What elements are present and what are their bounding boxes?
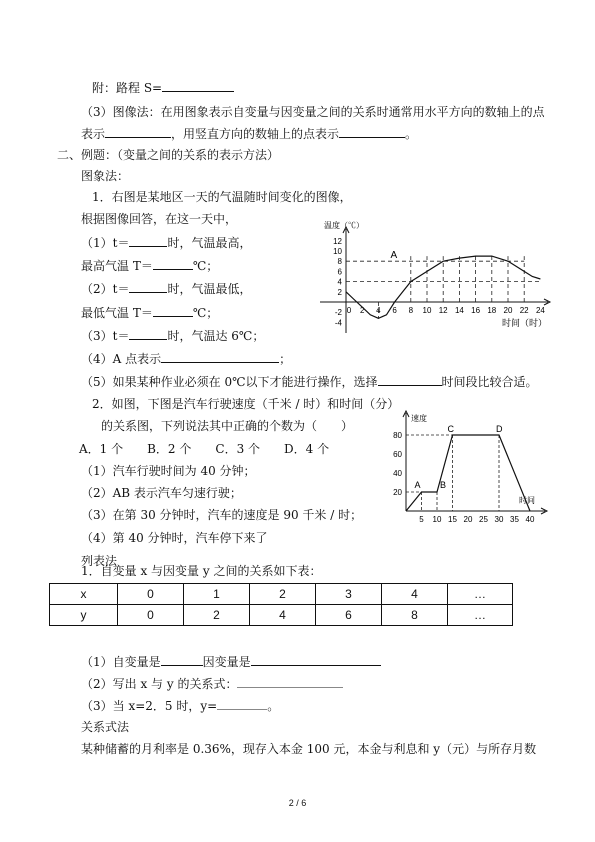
q1-part3: （3）t＝ 时，气温达 6℃； — [81, 329, 265, 343]
t1-part2: （2）写出 x 与 y 的关系式： — [81, 675, 343, 692]
table-cell: 2 — [184, 605, 250, 626]
table-cell: … — [448, 605, 513, 626]
table-question: 1．自变量 x 与因变量 y 之间的关系如下表： — [81, 564, 322, 578]
q1-2-temp-blank[interactable] — [153, 304, 193, 317]
x-tick-label: 12 — [438, 306, 448, 315]
point-c-label: C — [447, 424, 454, 434]
q2-statement-4: （4）第 40 分钟时，汽车停下来了 — [81, 531, 268, 545]
page-number: 2 / 6 — [288, 798, 307, 808]
speed-chart — [373, 409, 553, 534]
y-tick-label: 8 — [337, 257, 342, 267]
x-tick-label: 20 — [503, 306, 513, 315]
dependent-var-blank[interactable] — [251, 653, 381, 666]
table-cell: 3 — [316, 584, 382, 605]
q1-2-answer-blank[interactable] — [129, 280, 167, 293]
x-tick-label: 6 — [392, 306, 397, 315]
table-cell: y — [50, 605, 118, 626]
x-tick-label: 24 — [535, 306, 545, 315]
x-tick-label: 16 — [471, 306, 481, 315]
x-tick-label: 22 — [519, 306, 529, 315]
q2-statement-3: （3）在第 30 分钟时，汽车的速度是 90 千米 / 时； — [81, 508, 363, 522]
y-value-blank[interactable] — [217, 697, 267, 710]
independent-var-blank[interactable] — [161, 653, 203, 666]
q1-5-answer-blank[interactable] — [378, 373, 442, 386]
x-tick-label: 10 — [422, 306, 432, 315]
text-period: 。 — [405, 127, 418, 141]
q1-part2-temp: 最低气温 T＝ ℃； — [81, 306, 219, 320]
x-tick-label: 4 — [376, 306, 381, 315]
q2-statement-2: （2）AB 表示汽车匀速行驶； — [81, 486, 242, 500]
y-tick-label: 4 — [337, 277, 342, 287]
q1-part1: （1）t＝ 时，气温最高， — [81, 236, 252, 250]
table-cell: 2 — [250, 584, 316, 605]
y-tick-label: -4 — [334, 318, 342, 328]
y-tick-label: 20 — [393, 488, 402, 497]
x-tick-label: 40 — [525, 515, 535, 524]
speed-curve — [406, 435, 530, 511]
table-cell: 6 — [316, 605, 382, 626]
horizontal-axis-blank[interactable] — [105, 125, 171, 138]
distance-blank[interactable] — [162, 79, 234, 92]
graph-method-desc-2 — [81, 125, 417, 142]
table-cell: 0 — [118, 605, 184, 626]
point-b-label: B — [440, 480, 447, 490]
table-cell: 4 — [250, 605, 316, 626]
y-axis-label: 速度 — [411, 414, 427, 423]
t1-part3: （3）当 x=2．5 时，y= 。 — [81, 699, 280, 713]
x-axis-label: 时间（时） — [502, 318, 548, 328]
q2-statement-1: （1）汽车行驶时间为 40 分钟； — [81, 464, 256, 478]
y-tick-label: 6 — [337, 267, 342, 277]
x-tick-label: 14 — [454, 306, 464, 315]
question-2-prompt: 的关系图，下列说法其中正确的个数为（ ） — [101, 419, 354, 433]
y-tick-label: 80 — [393, 431, 402, 440]
table-cell: 1 — [184, 584, 250, 605]
temperature-chart — [318, 219, 563, 339]
q1-part4: （4）A 点表示 ； — [81, 352, 292, 366]
x-tick-label: 15 — [448, 515, 457, 524]
x-tick-label: 18 — [487, 306, 497, 315]
q1-part5: （5）如果某种作业必须在 0℃以下才能进行操作，选择 时间段比较合适。 — [81, 375, 538, 389]
x-tick-label: 2 — [359, 306, 365, 315]
q1-4-answer-blank[interactable] — [161, 350, 279, 363]
question-1: 1．右图是某地区一天的气温随时间变化的图像， — [92, 190, 352, 204]
y-tick-label: 60 — [393, 450, 402, 459]
distance-line — [92, 79, 234, 96]
y-tick-label: -2 — [334, 308, 342, 318]
x-tick-label: 0 — [346, 306, 352, 315]
table-method-heading: 列表法 — [81, 554, 118, 568]
x-tick-label: 20 — [463, 515, 473, 524]
q1-part1-temp: 最高气温 T＝ ℃； — [81, 259, 219, 273]
table-row — [50, 605, 513, 626]
xy-table — [49, 583, 513, 626]
text-represent: 表示 — [81, 127, 106, 141]
y-tick-label: 40 — [393, 469, 402, 478]
vertical-axis-blank[interactable] — [339, 125, 405, 138]
x-tick-label: 8 — [408, 306, 414, 315]
y-tick-label: 2 — [337, 287, 342, 297]
question-1-instruction: 根据图像回答，在这一天中， — [81, 212, 238, 226]
table-cell: 0 — [118, 584, 184, 605]
q1-1-answer-blank[interactable] — [129, 234, 167, 247]
text-vertical: ，用竖直方向的数轴上的点表示 — [171, 127, 340, 141]
y-tick-label: 12 — [333, 236, 342, 246]
relation-blank[interactable] — [237, 675, 343, 688]
distance-label: 附：路程 S= — [92, 81, 163, 95]
q1-part2: （2）t＝ 时，气温最低， — [81, 282, 252, 296]
formula-question: 某种储蓄的月利率是 0.36%，现存入本金 100 元，本金与利息和 y（元）与所存月数 — [81, 742, 537, 756]
point-a-label: A — [414, 480, 421, 490]
question-2: 2．如图，下图是汽车行驶速度（千米 / 时）和时间（分） — [92, 397, 400, 411]
table-row — [50, 584, 513, 605]
graph-method-heading: 图象法： — [81, 169, 130, 183]
q1-1-temp-blank[interactable] — [153, 257, 193, 270]
x-axis-label: 时间 — [519, 496, 535, 505]
table-cell: 8 — [382, 605, 448, 626]
t1-part1: （1）自变量是 因变量是 — [81, 653, 381, 670]
table-cell: x — [50, 584, 118, 605]
section-heading: 二、例题：（变量之间的关系的表示方法） — [57, 148, 280, 162]
point-d-label: D — [496, 424, 503, 434]
graph-method-desc: （3）图像法：在用图象表示自变量与因变量之间的关系时通常用水平方向的数轴上的点 — [81, 105, 545, 119]
point-a-label: A — [390, 250, 398, 262]
y-axis-label: 温度（℃） — [324, 221, 364, 230]
q1-3-answer-blank[interactable] — [129, 327, 167, 340]
x-tick-label: 10 — [432, 515, 442, 524]
x-tick-label: 25 — [479, 515, 488, 524]
x-tick-label: 35 — [510, 515, 519, 524]
y-tick-label: 10 — [333, 247, 342, 256]
formula-method-heading: 关系式法 — [81, 720, 130, 734]
question-2-options: A．1 个 B．2 个 C．3 个 D．4 个 — [79, 442, 330, 456]
table-cell: 4 — [382, 584, 448, 605]
x-tick-label: 30 — [494, 515, 504, 524]
table-cell: … — [448, 584, 513, 605]
x-tick-label: 5 — [419, 515, 424, 524]
